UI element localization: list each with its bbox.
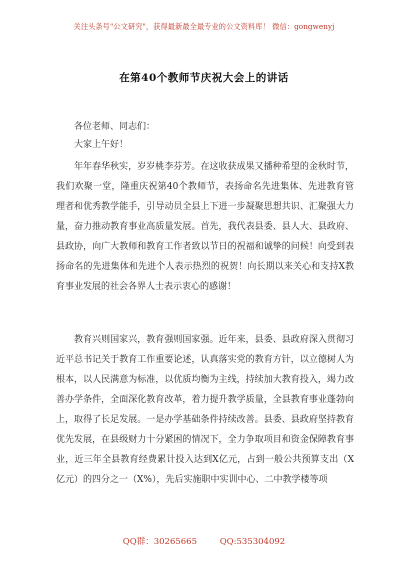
footer-qq-contact: QQ:535304092: [219, 537, 286, 547]
paragraph-1: 年年春华秋实，岁岁桃李芬芳。在这收获成果又播种希望的金秋时节，我们欢聚一堂，隆重庆祝第40个教师节，表扬命名先进集体、先进教育管理者和优秀教学能手，引导动员全县上下进一步凝聚思想共识、汇聚强大力量，奋力推动教育事业高质量发展。首先，我代表县委、县人大、县政府、县政协，向广大教师和教育工作者致以节日的祝福和诚挚的问候！向受到表扬命名的先进集体和先进个人表示热烈的祝贺！向长期以来关心和支持X教育事业发展的社会各界人士表示衷心的感谢！: [56, 162, 354, 292]
salutation: 各位老师、同志们：: [74, 122, 156, 132]
greeting: 大家上午好！: [74, 140, 129, 150]
footer: [0, 535, 408, 547]
page-title: 在第40个教师节庆祝大会上的讲话: [119, 72, 289, 84]
paragraph-2: 教育兴则国家兴，教育强则国家强。近年来，县委、县政府深入贯彻习近平总书记关于教育工作重要论述，认真落实党的教育方针，以立德树人为根本，以人民满意为标准，以优质均衡为主线，持续加大教育投入，竭力改善办学条件，全面深化教育改革，着力提升教学质量，全县教育事业蓬勃向上，取得了长足发展。一是办学基础条件持续改善。县委、县政府坚持教育优先发展，在县级财力十分紧困的情况下，全力争取项目和资金保障教育事业，近三年全县教育经费累计投入达到X亿元，占到一般公共预算支出（X亿元）的四分之一（X%），先后实施职中实训中心、二中教学楼等项: [56, 335, 354, 485]
header-banner: 关注头条号"公文研究"，获得最新最全最专业的公文资料库！ 微信：gongwenyj: [73, 22, 335, 31]
footer-qq-group: QQ群：30265665: [122, 537, 197, 547]
